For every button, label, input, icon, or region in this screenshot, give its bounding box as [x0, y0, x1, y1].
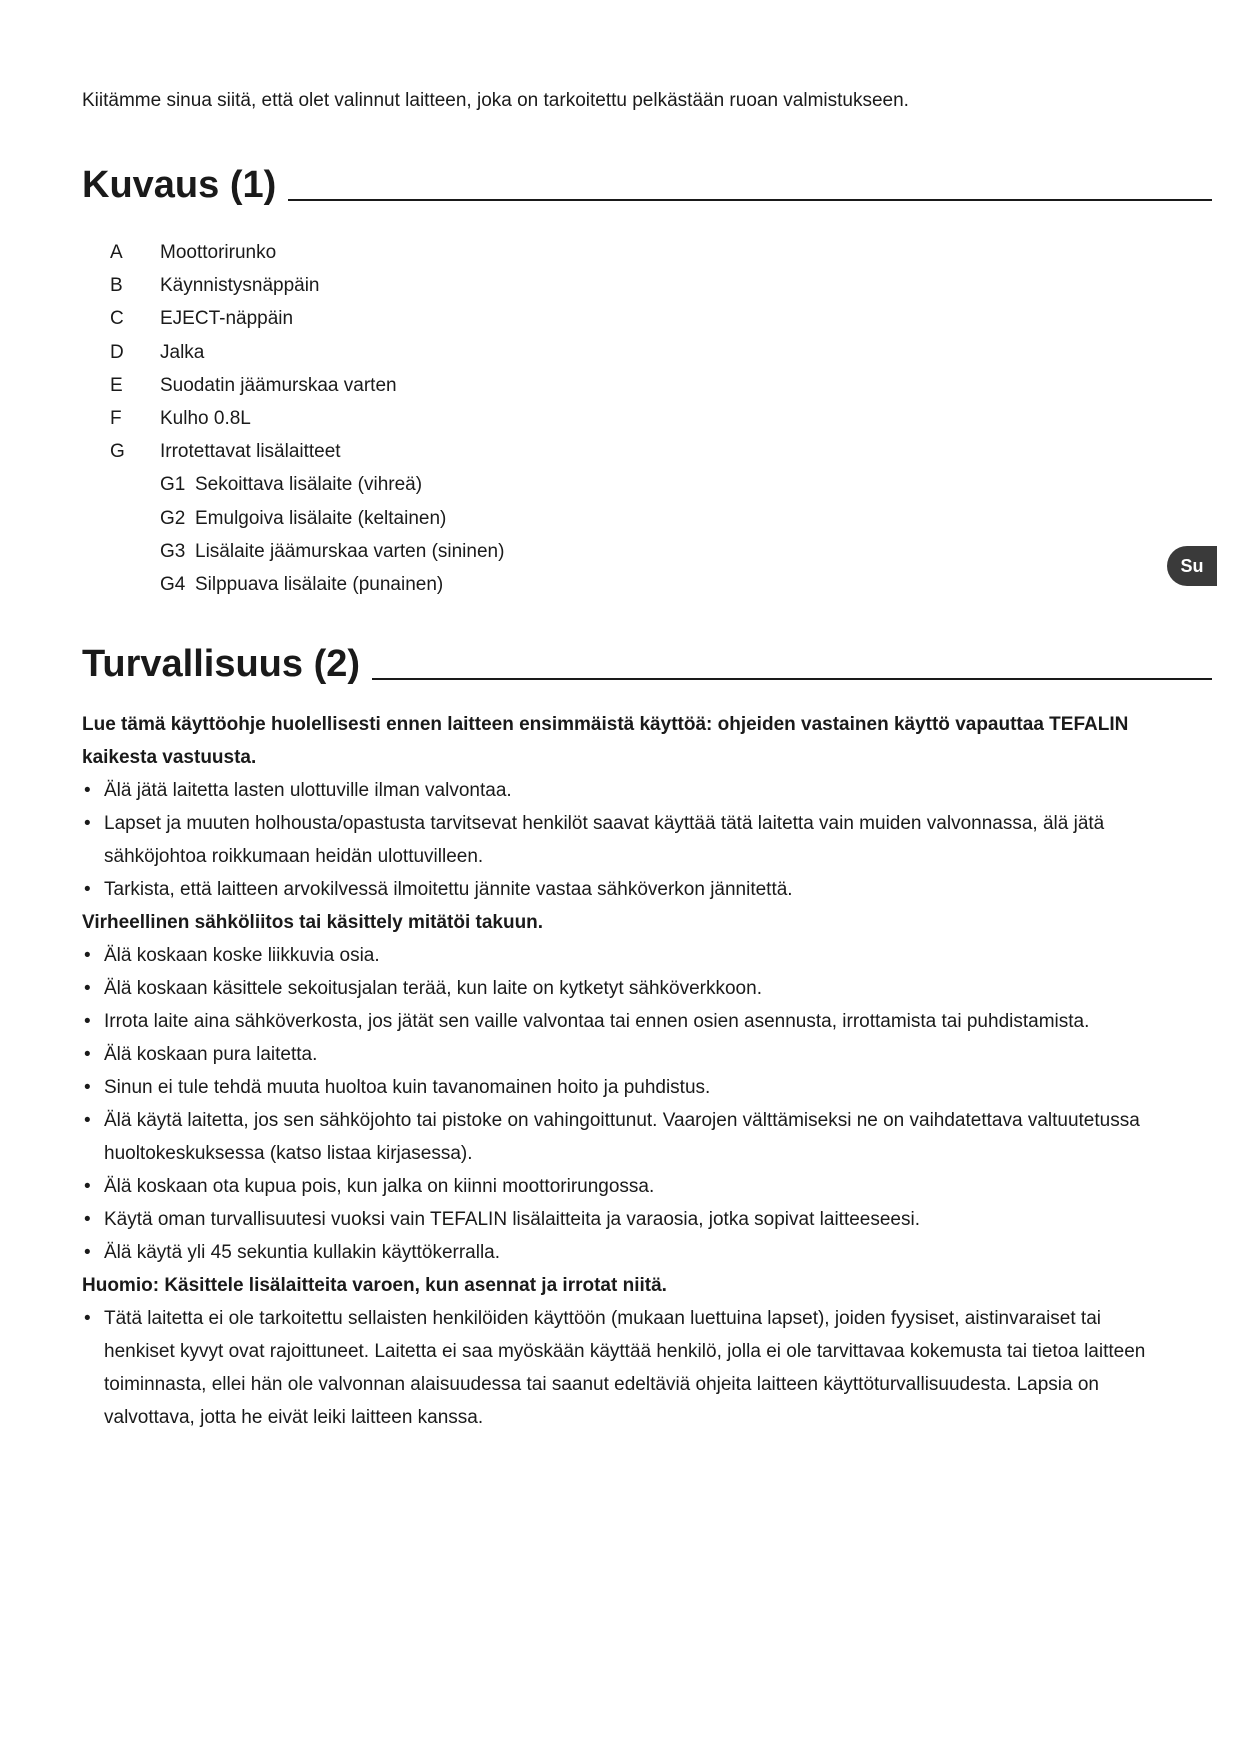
subpart-code: G1 [160, 474, 186, 496]
parts-list [110, 236, 504, 601]
subpart-code: G2 [160, 507, 186, 529]
list-item: • Älä koskaan koske liikkuvia osia. [82, 939, 1162, 972]
heading-rule [372, 677, 1212, 680]
list-item [110, 236, 504, 269]
list-item: • Älä käytä laitetta, jos sen sähköjohto tai pistoke on vahingoittunut. Vaarojen välttämiseksi ne on vaihdatettava valtuutetussa huoltokeskuksessa (katso listaa kirjasessa). [82, 1104, 1162, 1170]
part-label: EJECT-näppäin [160, 308, 294, 330]
subpart-label: Sekoittava lisälaite (vihreä) [195, 474, 423, 496]
safety-section [82, 708, 1162, 1434]
part-letter: C [110, 308, 124, 330]
safety-warning: Virheellinen sähköliitos tai käsittely mitätöi takuun. [82, 912, 544, 933]
list-item: • Älä koskaan ota kupua pois, kun jalka on kiinni moottorirungossa. [82, 1170, 1162, 1203]
sub-list-item [110, 468, 504, 501]
subpart-label: Emulgoiva lisälaite (keltainen) [195, 507, 447, 529]
list-item [110, 369, 504, 402]
subpart-code: G3 [160, 540, 186, 562]
section-heading-kuvaus [82, 166, 1212, 204]
list-item: • Älä käytä yli 45 sekuntia kullakin käyttökerralla. [82, 1236, 1162, 1269]
sub-list-item [110, 568, 504, 601]
list-item [110, 402, 504, 435]
list-item: • Tätä laitetta ei ole tarkoitettu sellaisten henkilöiden käyttöön (mukaan luettuina lapset), joiden fyysiset, aistinvaraiset tai henkiset kyvyt ovat rajoittuneet. Laitetta ei saa myöskään käyttää henkilö, jolla ei ole tarvittavaa kokemusta tai tietoa laitteen toiminnasta, ellei hän ole valvonnan alaisuudessa tai saanut edeltäviä ohjeita laitteen käyttöturvallisuudesta. Lapsia on valvottava, jotta he eivät leiki laitteen kanssa. [82, 1302, 1162, 1434]
heading-rule [288, 198, 1212, 201]
list-item [110, 269, 504, 302]
sub-list-item [110, 502, 504, 535]
list-item: • Tarkista, että laitteen arvokilvessä ilmoitettu jännite vastaa sähköverkon jännitettä. [82, 873, 1162, 906]
section-title-turvallisuus: Turvallisuus (2) [82, 643, 361, 685]
language-tab: Su [1167, 546, 1217, 586]
list-item: • Älä koskaan käsittele sekoitusjalan terää, kun laite on kytketyt sähköverkkoon. [82, 972, 1162, 1005]
part-label: Käynnistysnäppäin [160, 275, 320, 297]
list-item: • Lapset ja muuten holhousta/opastusta tarvitsevat henkilöt saavat käyttää tätä laitetta vain muiden valvonnassa, älä jätä sähköjohtoa roikkumaan heidän ulottuvilleen. [82, 807, 1162, 873]
safety-list-1 [82, 774, 1162, 906]
part-letter: E [110, 374, 123, 396]
safety-intro: Lue tämä käyttöohje huolellisesti ennen laitteen ensimmäistä käyttöä: ohjeiden vastainen käyttö vapauttaa TEFALIN kaikesta vastuusta. [82, 714, 1129, 768]
part-letter: D [110, 341, 124, 363]
sub-list-item [110, 535, 504, 568]
list-item: • Käytä oman turvallisuutesi vuoksi vain TEFALIN lisälaitteita ja varaosia, jotka sopivat laitteeseesi. [82, 1203, 1162, 1236]
subpart-label: Silppuava lisälaite (punainen) [195, 573, 444, 595]
list-item: • Sinun ei tule tehdä muuta huoltoa kuin tavanomainen hoito ja puhdistus. [82, 1071, 1162, 1104]
part-letter: F [110, 407, 122, 429]
part-letter: B [110, 275, 123, 297]
part-label: Irrotettavat lisälaitteet [160, 441, 341, 463]
section-title-kuvaus: Kuvaus (1) [82, 164, 277, 206]
part-label: Moottorirunko [160, 242, 277, 263]
list-item [110, 302, 504, 335]
part-label: Suodatin jäämurskaa varten [160, 374, 397, 396]
safety-note: Huomio: Käsittele lisälaitteita varoen, kun asennat ja irrotat niitä. [82, 1275, 667, 1296]
section-heading-turvallisuus [82, 645, 1212, 683]
safety-list-3 [82, 1302, 1162, 1434]
part-letter: G [110, 441, 125, 463]
list-item: • Irrota laite aina sähköverkosta, jos jätät sen vaille valvontaa tai ennen osien asennusta, irrottamista tai puhdistamista. [82, 1005, 1162, 1038]
intro-text: Kiitämme sinua siitä, että olet valinnut laitteen, joka on tarkoitettu pelkästään ruoan valmistukseen. [82, 90, 909, 111]
part-label: Jalka [160, 341, 205, 363]
list-item: • Älä jätä laitetta lasten ulottuville ilman valvontaa. [82, 774, 1162, 807]
list-item [110, 336, 504, 369]
safety-list-2 [82, 939, 1162, 1269]
list-item: • Älä koskaan pura laitetta. [82, 1038, 1162, 1071]
part-letter: A [110, 242, 123, 263]
list-item [110, 435, 504, 468]
subpart-label: Lisälaite jäämurskaa varten (sininen) [195, 540, 505, 562]
part-label: Kulho 0.8L [160, 407, 251, 429]
subpart-code: G4 [160, 573, 186, 595]
